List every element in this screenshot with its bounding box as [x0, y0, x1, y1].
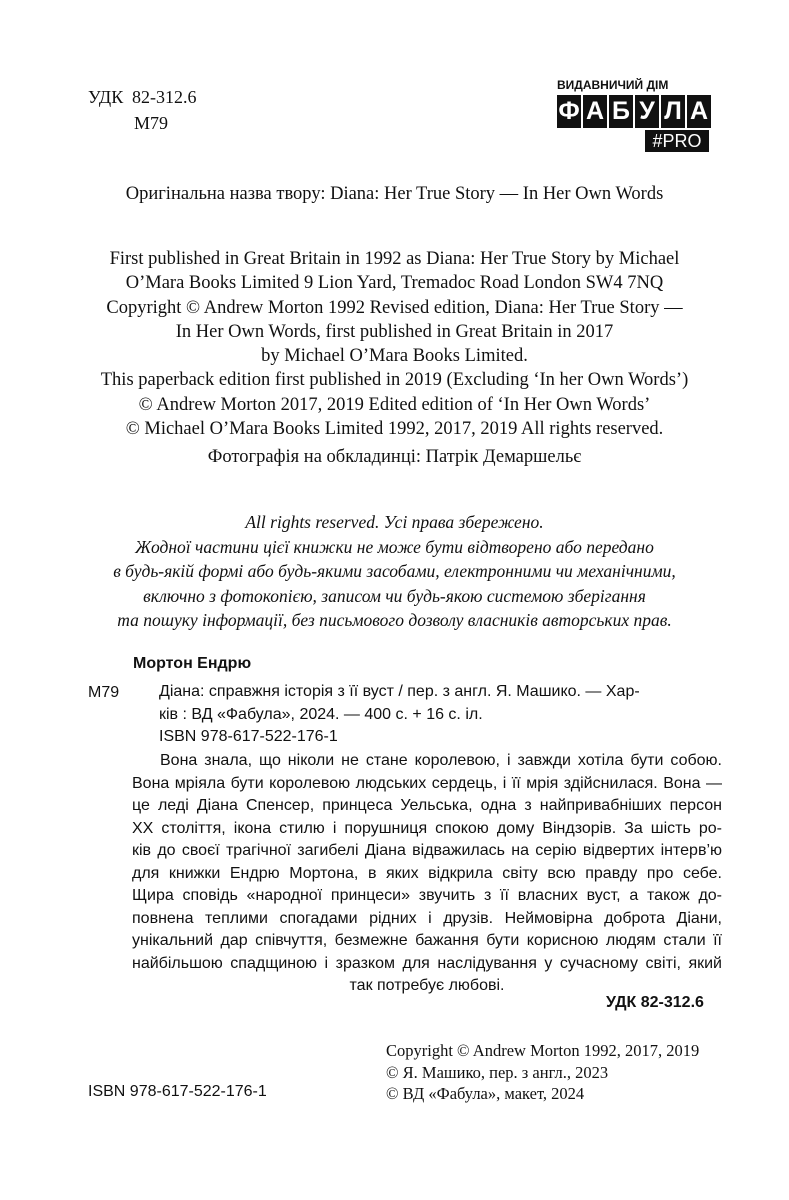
- logo-letter: У: [635, 95, 659, 128]
- logo-letter: Л: [661, 95, 685, 128]
- original-title: Оригінальна назва твору: Diana: Her True Story — In Her Own Words: [125, 184, 664, 204]
- rights-line: In Her Own Words, first published in Great Britain in 2017: [175, 321, 614, 342]
- author-sign: М79: [134, 113, 169, 133]
- annotation-line: ків до своєї трагічної загибелі Діана відважилась на серію відвертих інтерв’ю: [132, 842, 722, 859]
- logo-top-text: ВИДАВНИЧИЙ ДІМ: [557, 78, 669, 92]
- rights-block: [0, 247, 789, 470]
- publisher-logo: [557, 78, 717, 152]
- rights-line: Copyright © Andrew Morton 1992 Revised edition, Diana: Her True Story —: [106, 297, 683, 318]
- annotation-line: це леді Діана Спенсер, принцеса Уельська, одна з найпривабніших персон: [132, 797, 722, 814]
- logo-letter: Б: [609, 95, 633, 128]
- bibliographic-record: [159, 681, 719, 749]
- annotation: [132, 750, 722, 998]
- annotation-line: XX століття, ікона стилю і порушниця спокою дому Віндзорів. За шість ро-: [132, 819, 722, 837]
- biblio-line: Діана: справжня історія з її вуст / пер. з англ. Я. Машико. — Хар-: [159, 683, 640, 700]
- copyright-line: © ВД «Фабула», макет, 2024: [386, 1084, 585, 1104]
- annotation-line: для книжки Ендрю Мортона, в яких відкрила світу всю правду про себе.: [132, 864, 722, 882]
- annotation-line: найбільшою спадщиною і зразком для наслідування у сучасному світі, який: [132, 954, 722, 972]
- reserved-line: Жодної частини цієї книжки не може бути відтворено або передано: [135, 536, 654, 557]
- rights-line: © Michael O’Mara Books Limited 1992, 2017, 2019 All rights reserved.: [125, 419, 664, 440]
- udk-code: 82-312.6: [132, 87, 197, 107]
- udk-bottom: УДК 82-312.6: [606, 994, 704, 1011]
- reserved-line: та пошуку інформації, без письмового дозволу власників авторських прав.: [117, 610, 672, 630]
- rights-line: by Michael O’Mara Books Limited.: [261, 346, 528, 367]
- logo-letter: А: [687, 95, 711, 128]
- isbn-footer: ISBN 978-617-522-176-1: [88, 1083, 267, 1100]
- catalog-sign: М79: [88, 684, 120, 701]
- logo-letter: А: [583, 95, 607, 128]
- annotation-line: унікальний дар співчуття, безмежне бажання бути корисною людям стали її: [132, 932, 722, 949]
- copyright-line: © Я. Машико, пер. з англ., 2023: [386, 1062, 609, 1082]
- rights-line: This paperback edition first published in 2019 (Excluding ‘In her Own Words’): [100, 370, 689, 391]
- reserved-notice: [0, 510, 789, 633]
- rights-line: © Andrew Morton 2017, 2019 Edited edition of ‘In Her Own Words’: [138, 394, 651, 415]
- biblio-isbn: ISBN 978-617-522-176-1: [159, 728, 338, 746]
- annotation-line: повнена теплими спогадами рідних і друзів. Неймовірна доброта Діани,: [132, 909, 722, 927]
- copyright-footer: [386, 1040, 699, 1105]
- biblio-line: ків : ВД «Фабула», 2024. — 400 с. + 16 с. іл.: [159, 705, 483, 723]
- cover-photo-credit: Фотографія на обкладинці: Патрік Демаршельє: [207, 447, 582, 468]
- udk-label: УДК: [88, 87, 124, 107]
- annotation-line: Вона знала, що ніколи не стане королевою, і завжди хотіла бути собою.: [160, 752, 722, 769]
- copyright-line: Copyright © Andrew Morton 1992, 2017, 2019: [386, 1041, 700, 1060]
- rights-line: O’Mara Books Limited 9 Lion Yard, Tremadoc Road London SW4 7NQ: [125, 273, 664, 294]
- udk-header: [88, 84, 197, 136]
- reserved-line: в будь-якій формі або будь-якими засобами, електронними чи механічними,: [113, 561, 676, 581]
- reserved-line: All rights reserved. Усі права збережено.: [245, 512, 544, 532]
- logo-letter: Ф: [557, 95, 581, 128]
- logo-letters: [557, 95, 717, 128]
- reserved-line: включно з фотокопією, записом чи будь-якою системою зберігання: [143, 585, 646, 606]
- annotation-line: так потребує любові.: [349, 977, 505, 994]
- logo-pro-tag: #PRO: [645, 130, 709, 152]
- rights-line: First published in Great Britain in 1992 as Diana: Her True Story by Michael: [109, 249, 680, 269]
- catalog-author: Мортон Ендрю: [133, 655, 252, 672]
- annotation-line: Щира сповідь «народної принцеси» звучить з її власних вуст, а також до-: [132, 887, 722, 904]
- annotation-line: Вона мріяла бути королевою людських сердець, і її мрія здійснилася. Вона —: [132, 774, 722, 792]
